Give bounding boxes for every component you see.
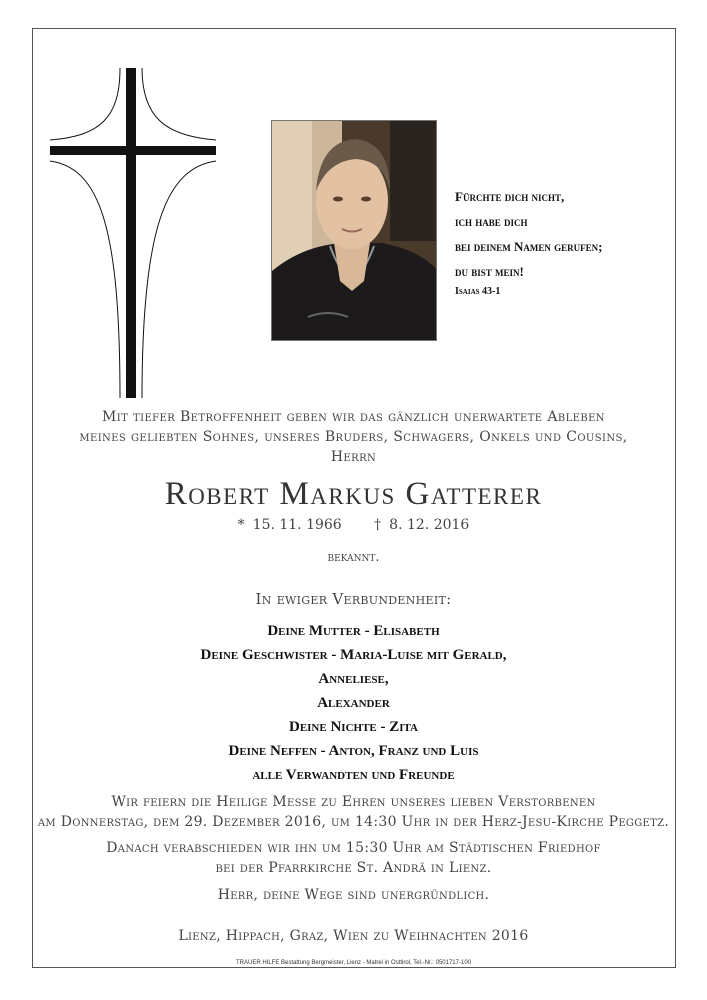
mourner-line: Anneliese, [318, 671, 389, 687]
mourner-line: Deine Mutter - Elisabeth [267, 623, 440, 639]
portrait-photo [271, 120, 437, 341]
bible-verse [455, 184, 665, 300]
mass-info [0, 792, 707, 832]
verse-line: Fürchte dich nicht, [455, 189, 565, 204]
mourner-line: alle Verwandten und Freunde [252, 767, 455, 783]
death-date: † 8. 12. 2016 [374, 517, 470, 533]
burial-info [0, 838, 707, 878]
verse-line: bei deinem Namen gerufen; [455, 239, 603, 254]
cross-icon [50, 68, 216, 398]
mourner-line: Deine Geschwister - Maria-Luise mit Gerald, [200, 647, 507, 663]
birth-date: * 15. 11. 1966 [237, 517, 342, 533]
announcement-line: meines geliebten Sohnes, unseres Bruders, Schwagers, Onkels und Cousins, [79, 429, 628, 445]
announcement-text [0, 407, 707, 467]
mourner-line: Deine Neffen - Anton, Franz und Luis [228, 743, 479, 759]
burial-line: Danach verabschieden wir ihn um 15:30 Uhr am Städtischen Friedhof [106, 840, 601, 856]
known-text: bekannt. [327, 550, 380, 565]
death-symbol: † [374, 517, 382, 533]
announcement-line: Mit tiefer Betroffenheit geben wir das gänzlich unerwartete Ableben [102, 409, 605, 425]
life-dates [0, 517, 707, 533]
verse-line: du bist mein! [455, 264, 524, 279]
verse-reference: Isaias 43-1 [455, 286, 501, 297]
motto-text: Herr, deine Wege sind unergründlich. [217, 887, 490, 903]
announcement-line: Herrn [330, 449, 377, 465]
burial-line: bei der Pfarrkirche St. Andrä in Lienz. [215, 860, 492, 876]
deceased-name: Robert Markus Gatterer [164, 476, 543, 512]
mass-line: am Donnerstag, dem 29. Dezember 2016, um 14:30 Uhr in der Herz-Jesu-Kirche Peggetz. [37, 814, 670, 830]
mourner-line: Deine Nichte - Zita [288, 719, 418, 735]
footer-credit: TRAUER HILFE Bestattung Bergmeister, Lienz - Matrei in Osttirol, Tel.-Nr.: 0501717-100 [236, 960, 471, 966]
eternal-heading: In ewiger Verbundenheit: [255, 590, 452, 608]
verse-line: ich habe dich [455, 214, 528, 229]
mourners-list [0, 619, 707, 787]
mass-line: Wir feiern die Heilige Messe zu Ehren unseres lieben Verstorbenen [111, 794, 596, 810]
closing-line: Lienz, Hippach, Graz, Wien zu Weihnachten 2016 [178, 928, 529, 944]
mourner-line: Alexander [317, 695, 390, 711]
birth-symbol: * [237, 517, 245, 533]
